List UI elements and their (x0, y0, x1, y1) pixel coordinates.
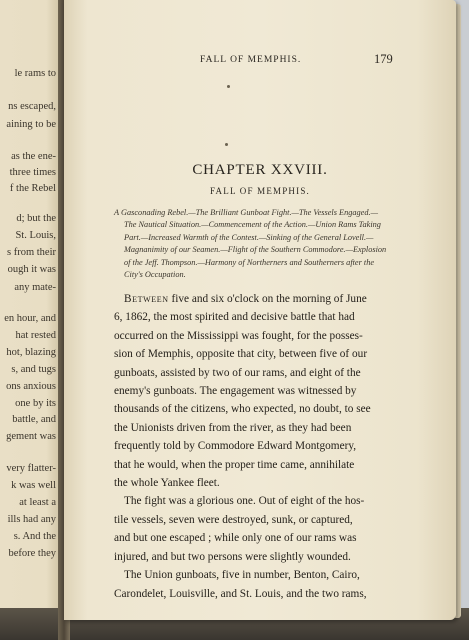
left-page-fragment: aining to be (6, 119, 56, 130)
left-page-fragment: battle, and (12, 414, 56, 425)
synopsis-line: of the Jeff. Thompson.—Harmony of Northerners and Southerners after the (124, 257, 375, 267)
body-line: the Unionists driven from the river, as they had been (114, 421, 352, 434)
running-head: FALL OF MEMPHIS. (200, 55, 302, 65)
body-line: enemy's gunboats. The engagement was witnessed by (114, 385, 357, 398)
left-page-fragment: s from their (7, 247, 56, 258)
chapter-synopsis (114, 207, 408, 281)
left-page-fragment: f the Rebel (9, 183, 56, 194)
synopsis-line: The Nautical Situation.—Commencement of the Action.—Union Rams Taking (124, 220, 381, 230)
body-line: The fight was a glorious one. Out of eight of the hos- (124, 495, 365, 508)
body-line: thousands of the citizens, who expected, no doubt, to see (114, 403, 371, 416)
body-line: Carondelet, Louisville, and St. Louis, and the two rams, (114, 587, 367, 600)
left-page-fragment: very flatter- (6, 463, 56, 474)
page-number: 179 (374, 52, 393, 66)
left-page-fragment: hat rested (15, 330, 56, 341)
body-line: tile vessels, seven were destroyed, sunk, or captured, (114, 513, 353, 526)
body-text (114, 290, 412, 603)
body-line: 6, 1862, the most spirited and decisive battle that had (114, 311, 355, 324)
body-line-text: five and six o'clock on the morning of June (168, 293, 367, 305)
synopsis-line: Part.—Increased Warmth of the Contest.—Sinking of the General Lovell.— (124, 232, 374, 242)
left-page-fragment: s. And the (13, 531, 56, 542)
left-page-fragment: en hour, and (4, 313, 56, 324)
left-page-fragment: k was well (11, 480, 56, 491)
body-line: frequently told by Commodore Edward Montgomery, (114, 440, 357, 453)
left-page-fragment: s, and tugs (11, 364, 56, 375)
body-line (114, 290, 412, 308)
left-page-fragment: ough it was (7, 264, 56, 275)
paper-speck (227, 85, 230, 88)
left-page-fragment: St. Louis, (15, 230, 56, 241)
body-line: The Union gunboats, five in number, Benton, Cairo, (124, 569, 360, 582)
left-page-fragment: gement was (6, 431, 56, 442)
paper-speck (225, 143, 228, 146)
left-page-fragment: any mate- (14, 282, 56, 293)
chapter-subtitle: FALL OF MEMPHIS. (210, 186, 310, 196)
left-page-fragment: one by its (15, 398, 56, 409)
synopsis-line: City's Occupation. (124, 270, 186, 280)
body-line: and but one escaped ; while only one of our rams was (114, 532, 357, 545)
left-page-fragment: ons anxious (6, 381, 56, 392)
left-page-fragment: three times (9, 167, 56, 178)
body-line: that he would, when the proper time came, annihilate (114, 458, 355, 471)
left-page-fragment: le rams to (14, 68, 56, 79)
chapter-title: CHAPTER XXVIII. (192, 162, 328, 178)
left-page-fragment: ns escaped, (8, 101, 56, 112)
left-page-fragment: ills had any (7, 514, 56, 525)
left-page-fragment: before they (8, 548, 56, 559)
synopsis-line: A Gasconading Rebel.—The Brilliant Gunboat Fight.—The Vessels Engaged.— (114, 208, 378, 217)
body-line: gunboats, assisted by two of our rams, and eight of the (114, 366, 361, 379)
left-page-fragment: at least a (19, 497, 56, 508)
body-line: sion of Memphis, opposite that city, between five of our (114, 348, 368, 361)
left-page-fragment: as the ene- (11, 151, 56, 162)
body-line: occurred on the Mississippi was fought, for the posses- (114, 329, 363, 342)
body-line: the whole Yankee fleet. (114, 477, 220, 490)
body-line: injured, and but two persons were slightly wounded. (114, 550, 351, 563)
left-page (0, 0, 66, 614)
left-page-fragment: d; but the (16, 213, 56, 224)
opening-word: Between (124, 293, 169, 305)
synopsis-line: Magnanimity of our Seamen.—Flight of the Southern Commodore.—Explosion (124, 245, 387, 255)
left-page-fragment: hot, blazing (6, 347, 56, 358)
